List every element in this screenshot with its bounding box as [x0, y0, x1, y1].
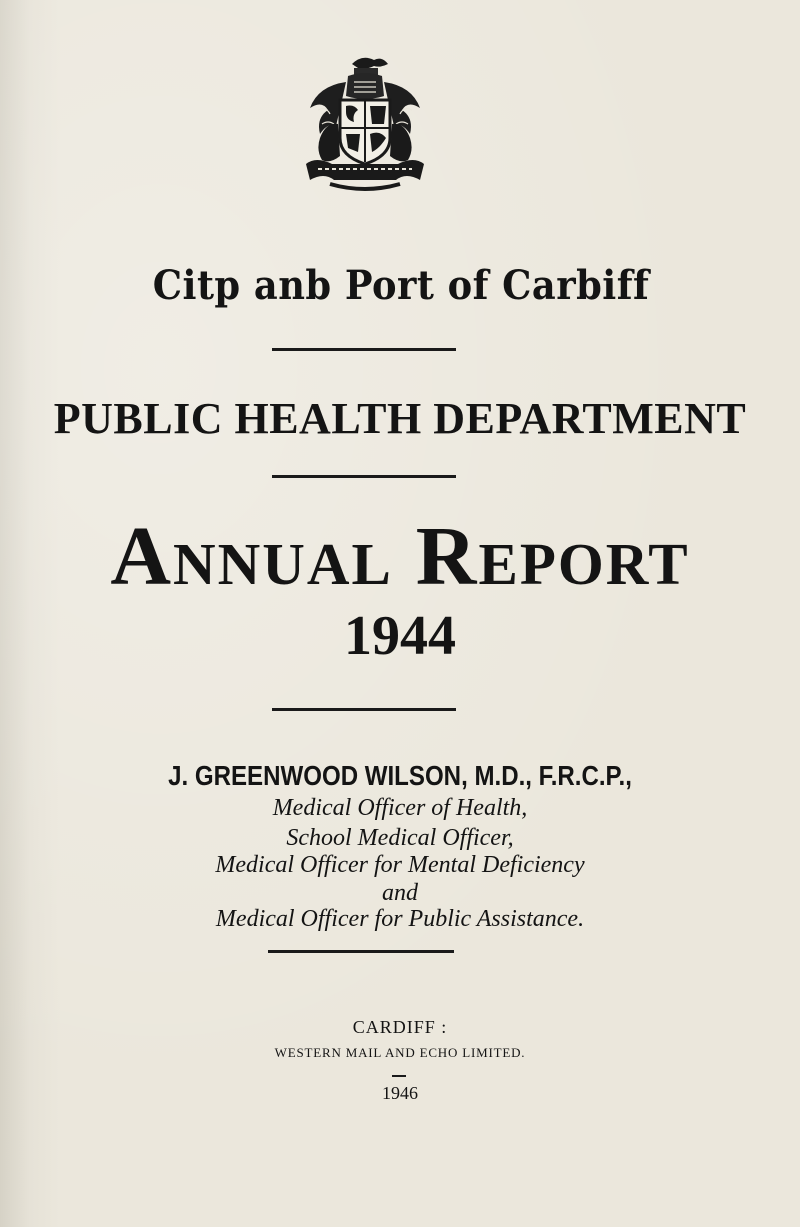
city-title: Citp anb Port of Carbiff	[152, 262, 650, 309]
author-role-conjunction: and	[382, 880, 418, 906]
author-role: School Medical Officer,	[286, 825, 514, 851]
divider-rule	[272, 348, 456, 351]
report-title: Annual Report	[110, 510, 690, 603]
author-role: Medical Officer for Mental Deficiency	[215, 852, 585, 878]
divider-rule	[272, 708, 456, 711]
author-role: Medical Officer for Public Assistance.	[215, 906, 585, 932]
divider-dash	[392, 1075, 406, 1077]
divider-rule	[268, 950, 454, 953]
author-role: Medical Officer of Health,	[272, 795, 528, 821]
coat-of-arms-icon	[296, 52, 434, 194]
imprint-publisher: WESTERN MAIL AND ECHO LIMITED.	[274, 1045, 526, 1060]
imprint-year: 1946	[382, 1083, 418, 1103]
author-name: J. GREENWOOD WILSON, M.D., F.R.C.P.,	[168, 760, 632, 791]
report-year: 1944	[344, 605, 456, 667]
divider-rule	[272, 475, 456, 478]
imprint-place: CARDIFF :	[352, 1017, 448, 1037]
department-heading: PUBLIC HEALTH DEPARTMENT	[53, 394, 747, 443]
